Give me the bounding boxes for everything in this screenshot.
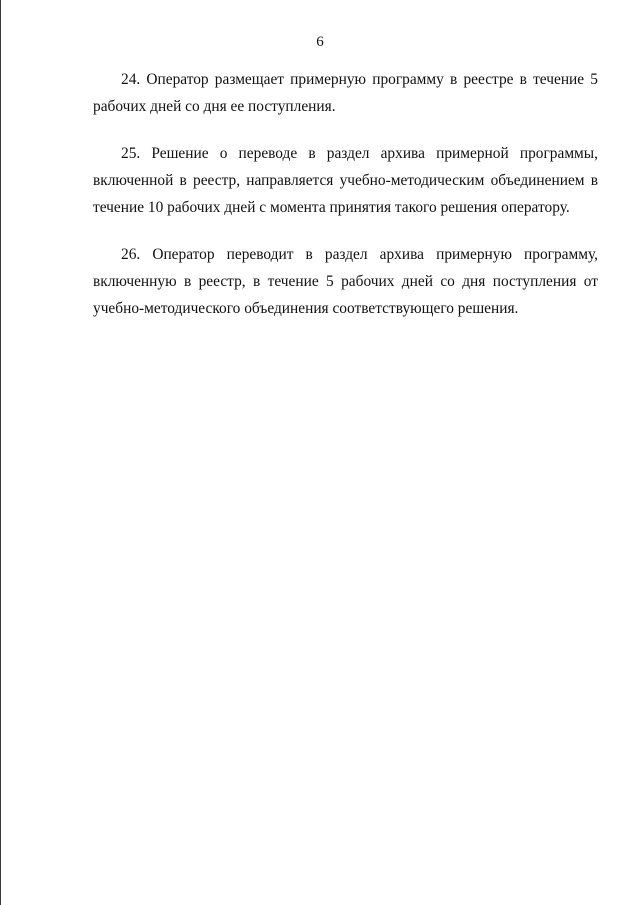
page-number: 6 bbox=[316, 34, 324, 50]
paragraph-25: 25. Решение о переводе в раздел архива примерной программы, включенной в реестр, направляется учебно-методическим объединением в течение 10 рабочих дней с момента принятия такого решения оператору. bbox=[93, 145, 598, 216]
scan-edge bbox=[0, 0, 1, 905]
paragraph-26: 26. Оператор переводит в раздел архива примерную программу, включенную в реестр, в течение 5 рабочих дней со дня поступления от учебно-методического объединения соответствующего решения. bbox=[93, 246, 598, 317]
paragraph-24: 24. Оператор размещает примерную программу в реестре в течение 5 рабочих дней со дня ее поступления. bbox=[93, 71, 598, 115]
document-body bbox=[93, 66, 598, 322]
